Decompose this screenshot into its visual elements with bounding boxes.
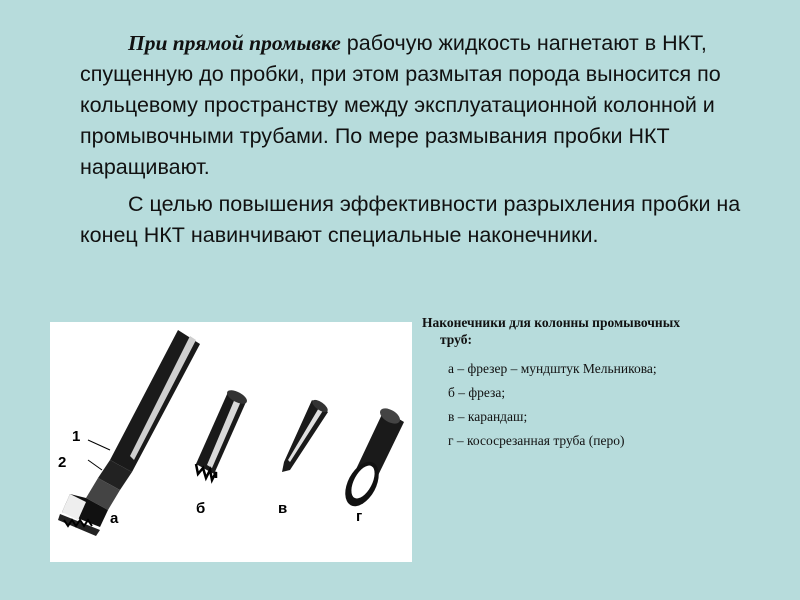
caption-title-line-2: труб: [440, 332, 472, 347]
caption-list [422, 360, 782, 449]
nozzle-v-drawing [282, 398, 330, 472]
caption-item-g: г – кососрезанная труба (перо) [448, 433, 625, 448]
caption-item-b: б – фреза; [448, 385, 506, 400]
caption-title-line-1: Наконечники для колонны промывочных [422, 315, 680, 330]
nozzles-drawing [50, 322, 412, 562]
caption-item-a: а – фрезер – мундштук Мельникова; [448, 361, 657, 376]
main-text [80, 28, 770, 257]
paragraph-1 [80, 28, 770, 183]
paragraph-1-text: рабочую жидкость нагнетают в НКТ, спущенную до пробки, при этом размытая порода выносится по кольцевому пространству между эксплуатационной колонной и промывочными трубами. По мере размывания пробки НКТ наращивают. [80, 31, 721, 179]
paragraph-1-emphasis: При прямой промывке [128, 31, 341, 55]
figure-label-b: б [196, 500, 206, 517]
figure-label-g: г [356, 508, 363, 525]
caption-title [422, 314, 782, 348]
figure-label-1: 1 [72, 428, 81, 445]
figure-caption [422, 314, 782, 456]
nozzle-b-drawing [196, 387, 249, 480]
figure-label-a: а [110, 510, 119, 527]
paragraph-2: С целью повышения эффективности разрыхления пробки на конец НКТ навинчивают специальные наконечники. [80, 192, 741, 247]
caption-item-v: в – карандаш; [448, 409, 528, 424]
nozzle-g-drawing [338, 405, 404, 511]
figure-label-2: 2 [58, 454, 67, 471]
nozzles-figure [50, 322, 412, 562]
figure-label-v: в [278, 500, 288, 517]
